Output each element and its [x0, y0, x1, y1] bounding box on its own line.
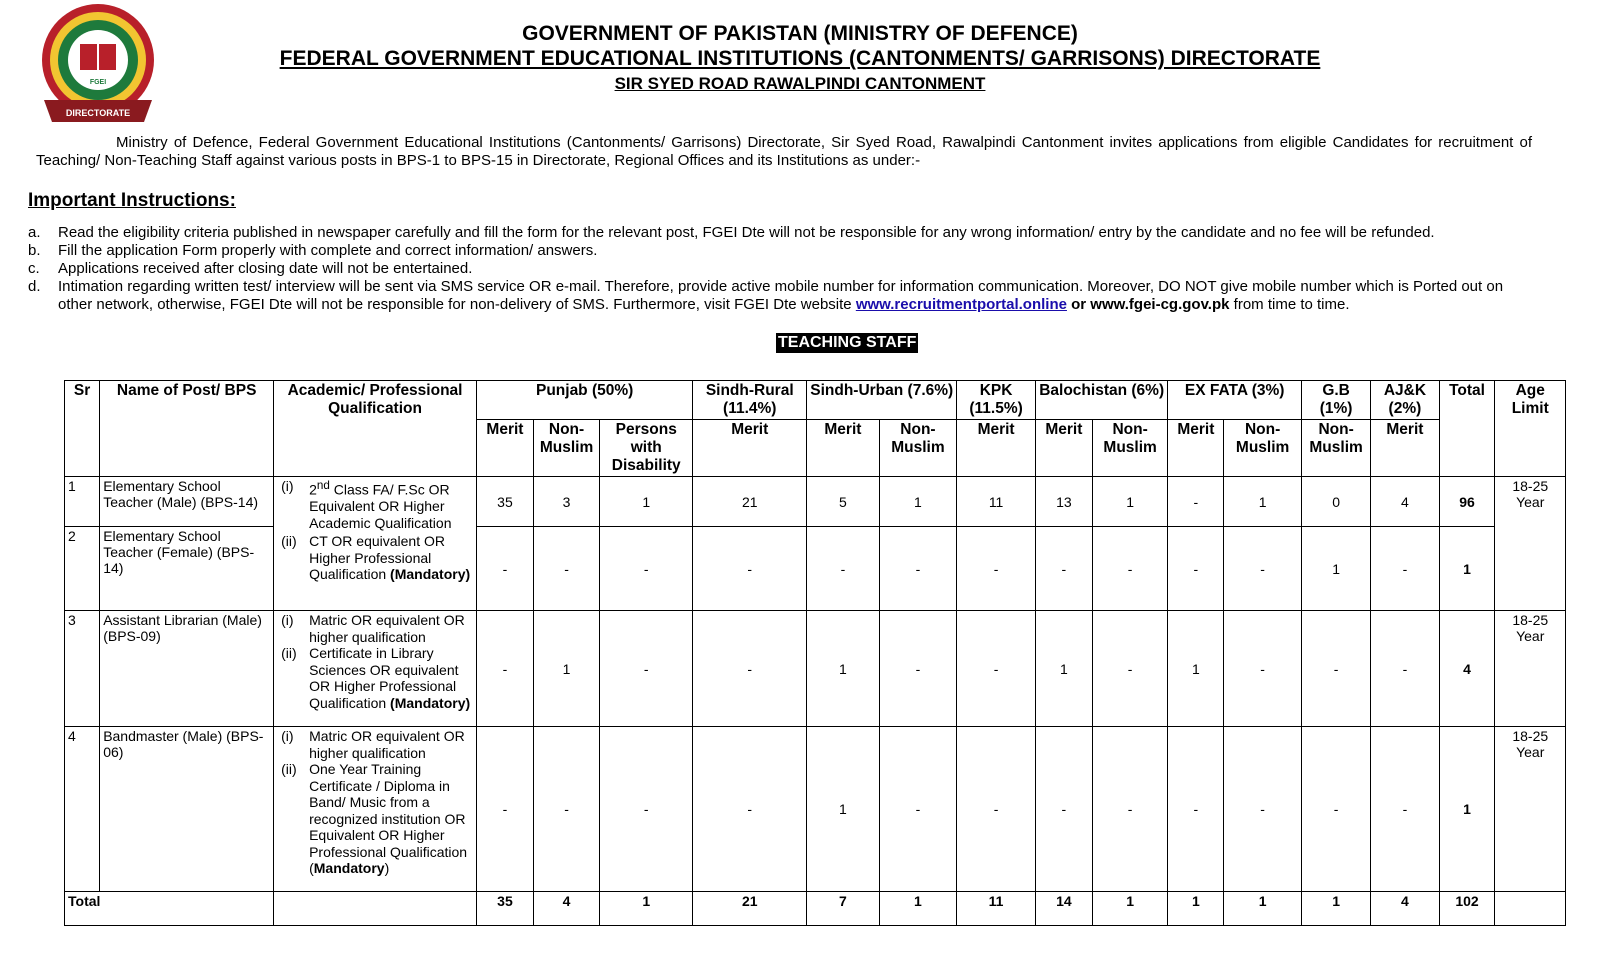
cell: 13 — [1035, 477, 1092, 527]
recruitment-portal-link[interactable]: www.recruitmentportal.online — [855, 296, 1067, 313]
row-age: 18-25 Year — [1495, 727, 1566, 892]
cell: - — [1224, 727, 1302, 892]
cell: - — [600, 527, 693, 611]
sub-gb-non-muslim: Non-Muslim — [1301, 420, 1370, 477]
row-total: 4 — [1439, 611, 1495, 727]
total-empty — [274, 892, 477, 926]
col-ajk: AJ&K (2%) — [1371, 381, 1439, 420]
cell: 3 — [533, 477, 599, 527]
cell: - — [1168, 727, 1224, 892]
instructions-title: Important Instructions: — [28, 190, 236, 211]
row-sr: 1 — [65, 477, 100, 527]
total-cell: 1 — [1301, 892, 1370, 926]
cell: - — [600, 727, 693, 892]
sub-punjab-merit: Merit — [476, 420, 533, 477]
cell: - — [1224, 527, 1302, 611]
col-sindh-urban: Sindh-Urban (7.6%) — [807, 381, 957, 420]
cell: 1 — [1035, 611, 1092, 727]
cell: 11 — [957, 477, 1036, 527]
row-qualification: (i) Matric OR equivalent OR higher qualification (ii) Certificate in Library Sciences OR equivalent OR Higher Professional Qualification (Mandatory) — [274, 611, 477, 727]
col-age-limit: Age Limit — [1495, 381, 1566, 477]
row-sr: 3 — [65, 611, 100, 727]
cell: 21 — [693, 477, 807, 527]
row-age: 18-25 Year — [1495, 611, 1566, 727]
col-kpk: KPK (11.5%) — [957, 381, 1036, 420]
row-total: 96 — [1439, 477, 1495, 527]
teaching-staff-table — [64, 380, 1566, 926]
col-exfata: EX FATA (3%) — [1168, 381, 1302, 420]
cell: 1 — [807, 611, 879, 727]
cell: 1 — [600, 477, 693, 527]
row-post: Assistant Librarian (Male) (BPS-09) — [100, 611, 274, 727]
cell: - — [1035, 527, 1092, 611]
row-post: Elementary School Teacher (Male) (BPS-14) — [100, 477, 274, 527]
sub-exfata-merit: Merit — [1168, 420, 1224, 477]
cell: 1 — [1224, 477, 1302, 527]
cell: - — [807, 527, 879, 611]
table-row — [65, 611, 1566, 727]
header-line-2: FEDERAL GOVERNMENT EDUCATIONAL INSTITUTIONS (CANTONMENTS/ GARRISONS) DIRECTORATE — [279, 47, 1321, 70]
cell: 1 — [1301, 527, 1370, 611]
total-cell: 1 — [1168, 892, 1224, 926]
row-sr: 2 — [65, 527, 100, 611]
col-balochistan: Balochistan (6%) — [1035, 381, 1167, 420]
sub-kpk-merit: Merit — [957, 420, 1036, 477]
col-total: Total — [1439, 381, 1495, 477]
header-line-1: GOVERNMENT OF PAKISTAN (MINISTRY OF DEFENCE) — [522, 22, 1078, 45]
cell: 35 — [476, 477, 533, 527]
cell: - — [1371, 527, 1439, 611]
cell: - — [476, 727, 533, 892]
sub-punjab-non-muslim: Non-Muslim — [533, 420, 599, 477]
col-punjab: Punjab (50%) — [476, 381, 692, 420]
cell: - — [600, 611, 693, 727]
total-cell: 1 — [879, 892, 957, 926]
cell: - — [476, 527, 533, 611]
cell: - — [1371, 727, 1439, 892]
cell: - — [879, 527, 957, 611]
sub-sindh-urban-non-muslim: Non-Muslim — [879, 420, 957, 477]
cell: - — [693, 611, 807, 727]
total-label: Total — [65, 892, 274, 926]
cell: - — [1301, 611, 1370, 727]
cell: - — [1168, 527, 1224, 611]
cell: - — [533, 727, 599, 892]
fgei-website-link[interactable]: www.fgei-cg.gov.pk — [1090, 296, 1230, 313]
sub-sindh-urban-merit: Merit — [807, 420, 879, 477]
cell: - — [879, 611, 957, 727]
cell: 1 — [1168, 611, 1224, 727]
cell: - — [1035, 727, 1092, 892]
svg-text:DIRECTORATE: DIRECTORATE — [65, 108, 131, 118]
total-row — [65, 892, 1566, 926]
total-cell: 11 — [957, 892, 1036, 926]
total-cell: 4 — [1371, 892, 1439, 926]
cell: - — [1168, 477, 1224, 527]
grand-total: 102 — [1439, 892, 1495, 926]
cell: - — [1301, 727, 1370, 892]
total-cell: 7 — [807, 892, 879, 926]
cell: - — [693, 527, 807, 611]
cell: - — [957, 727, 1036, 892]
cell: - — [957, 527, 1036, 611]
cell: 1 — [807, 727, 879, 892]
col-gb: G.B (1%) — [1301, 381, 1370, 420]
sub-punjab-pwd: Persons with Disability — [600, 420, 693, 477]
cell: - — [879, 727, 957, 892]
row-sr: 4 — [65, 727, 100, 892]
sub-ajk-merit: Merit — [1371, 420, 1439, 477]
cell: - — [1224, 611, 1302, 727]
row-total: 1 — [1439, 727, 1495, 892]
cell: 1 — [879, 477, 957, 527]
cell: - — [1092, 611, 1168, 727]
instructions-list — [28, 224, 1538, 314]
total-cell: 1 — [1224, 892, 1302, 926]
sub-sindh-rural-merit: Merit — [693, 420, 807, 477]
instruction-a: a. Read the eligibility criteria published in newspaper carefully and fill the form for the relevant post, FGEI Dte will not be responsible for any wrong information/ entry by the candidate and no fee will be refunded. — [28, 224, 1435, 241]
row-post: Bandmaster (Male) (BPS-06) — [100, 727, 274, 892]
total-cell: 35 — [476, 892, 533, 926]
cell: 5 — [807, 477, 879, 527]
col-sindh-rural: Sindh-Rural (11.4%) — [693, 381, 807, 420]
row-post: Elementary School Teacher (Female) (BPS-14) — [100, 527, 274, 611]
header-row-1 — [65, 381, 1566, 420]
col-sr: Sr — [65, 381, 100, 477]
total-cell: 4 — [533, 892, 599, 926]
cell: - — [533, 527, 599, 611]
cell: 0 — [1301, 477, 1370, 527]
instruction-c: c. Applications received after closing date will not be entertained. — [28, 260, 473, 277]
total-cell: 21 — [693, 892, 807, 926]
cell: - — [693, 727, 807, 892]
table-row — [65, 727, 1566, 892]
header-line-3: SIR SYED ROAD RAWALPINDI CANTONMENT — [614, 74, 986, 93]
total-cell: 14 — [1035, 892, 1092, 926]
col-qualification: Academic/ Professional Qualification — [274, 381, 477, 477]
cell: - — [476, 611, 533, 727]
svg-text:FGEI: FGEI — [89, 79, 107, 86]
row-total: 1 — [1439, 527, 1495, 611]
section-title: TEACHING STAFF — [778, 334, 917, 351]
instruction-d: d. Intimation regarding written test/ interview will be sent via SMS service OR e-mail. Therefore, provide active mobile number for information communication. Moreover, DO NOT give mobile number which is Ported out on other network, otherwise, FGEI Dte will not be responsible for non-delivery of SMS. Furthermore, visit FGEI Dte website www.recruitmentportal.online or www.fgei-cg.gov.pk from time to time. — [28, 278, 1504, 313]
row-qualification: (i) 2nd Class FA/ F.Sc OR Equivalent OR Higher Academic Qualification (ii) CT OR equivalent OR Higher Professional Qualification (Mandatory) — [274, 477, 477, 611]
cell: 1 — [1092, 477, 1168, 527]
cell: - — [1092, 527, 1168, 611]
cell: 1 — [533, 611, 599, 727]
total-age-empty — [1495, 892, 1566, 926]
col-post: Name of Post/ BPS — [100, 381, 274, 477]
cell: - — [1371, 611, 1439, 727]
sub-balochistan-non-muslim: Non-Muslim — [1092, 420, 1168, 477]
cell: 4 — [1371, 477, 1439, 527]
total-cell: 1 — [1092, 892, 1168, 926]
sub-balochistan-merit: Merit — [1035, 420, 1092, 477]
cell: - — [1092, 727, 1168, 892]
instruction-b: b. Fill the application Form properly with complete and correct information/ answers. — [28, 242, 598, 259]
row-age: 18-25 Year — [1495, 477, 1566, 611]
cell: - — [957, 611, 1036, 727]
row-qualification: (i) Matric OR equivalent OR higher qualification (ii) One Year Training Certificate / Diploma in Band/ Music from a recognized institution OR Equivalent OR Higher Professional Qualification (Mandatory) — [274, 727, 477, 892]
intro-paragraph: Ministry of Defence, Federal Government Educational Institutions (Cantonments/ Garrisons) Directorate, Sir Syed Road, Rawalpindi Cantonment invites applications from eligible Candidates for recruitment of Teaching/ Non-Teaching Staff against various posts in BPS-1 to BPS-15 in Directorate, Regional Offices and its Institutions as under:- — [36, 134, 1532, 169]
table-row — [65, 477, 1566, 527]
sub-exfata-non-muslim: Non-Muslim — [1224, 420, 1302, 477]
total-cell: 1 — [600, 892, 693, 926]
